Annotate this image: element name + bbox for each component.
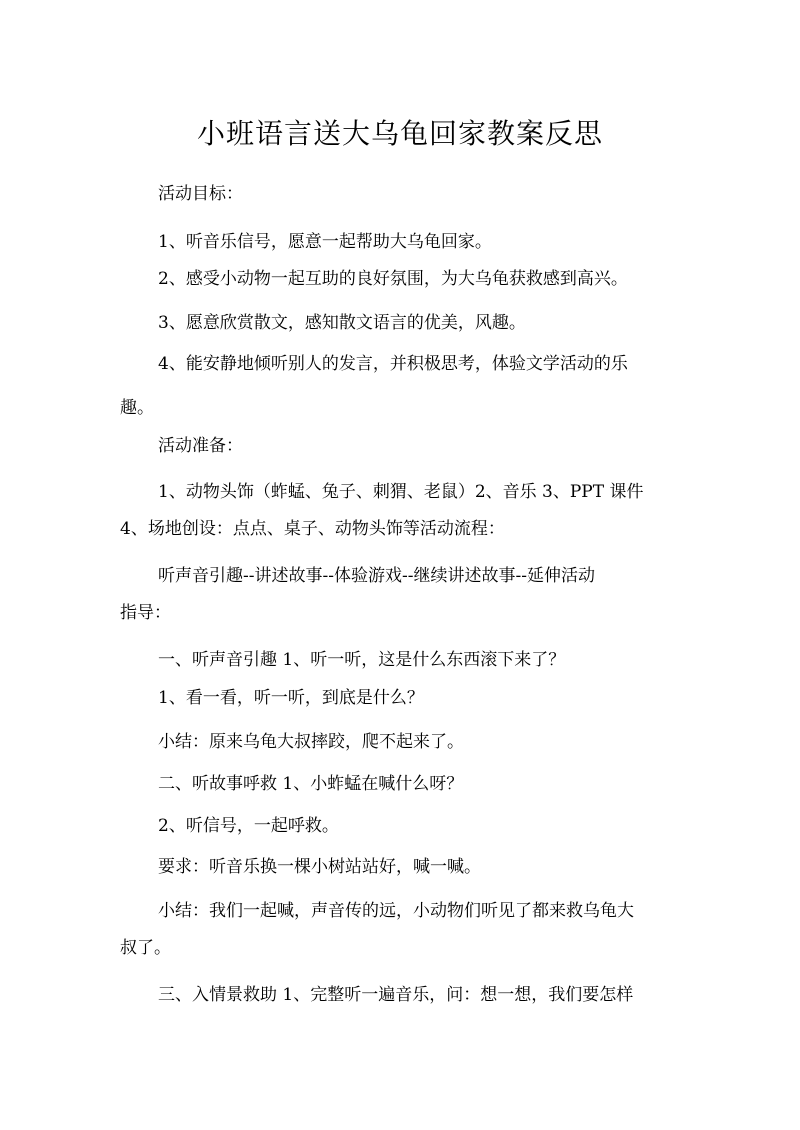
step-2-heading: 二、听故事呼救 1、小蚱蜢在喊什么呀？ — [158, 774, 464, 794]
step-2-summary: 小结：我们一起喊，声音传的远，小动物们听见了都来救乌龟大 — [158, 901, 634, 921]
step-1-heading: 一、听声音引趣 1、听一听，这是什么东西滚下来了？ — [158, 650, 566, 670]
preparation-line-2: 4、场地创设：点点、桌子、动物头饰等活动流程： — [120, 519, 505, 539]
process-line: 听声音引趣--讲述故事--体验游戏--继续讲述故事--延伸活动 — [158, 566, 595, 586]
step-1-summary: 小结：原来乌龟大叔摔跤，爬不起来了。 — [158, 732, 464, 752]
guidance-heading: 指导： — [120, 603, 171, 623]
goal-4-continued: 趣。 — [120, 398, 154, 418]
document-title: 小班语言送大乌龟回家教案反思 — [196, 117, 603, 150]
step-1-item: 1、看一看，听一听，到底是什么？ — [158, 688, 424, 708]
step-3-heading: 三、入情景救助 1、完整听一遍音乐，问：想一想，我们要怎样 — [158, 985, 634, 1005]
preparation-line-1: 1、动物头饰（蚱蜢、兔子、刺猬、老鼠）2、音乐 3、PPT 课件 — [158, 482, 644, 502]
section-heading-goals: 活动目标： — [158, 184, 243, 204]
section-heading-preparation: 活动准备： — [158, 436, 243, 456]
goal-4: 4、能安静地倾听别人的发言，并积极思考，体验文学活动的乐 — [158, 354, 628, 374]
goal-2: 2、感受小动物一起互助的良好氛围，为大乌龟获救感到高兴。 — [158, 269, 628, 289]
step-2-summary-continued: 叔了。 — [120, 938, 171, 958]
step-2-item: 2、听信号，一起呼救。 — [158, 816, 339, 836]
goal-3: 3、愿意欣赏散文，感知散文语言的优美，风趣。 — [158, 313, 526, 333]
goal-1: 1、听音乐信号，愿意一起帮助大乌龟回家。 — [158, 232, 492, 252]
step-2-requirement: 要求：听音乐换一棵小树站站好，喊一喊。 — [158, 857, 481, 877]
